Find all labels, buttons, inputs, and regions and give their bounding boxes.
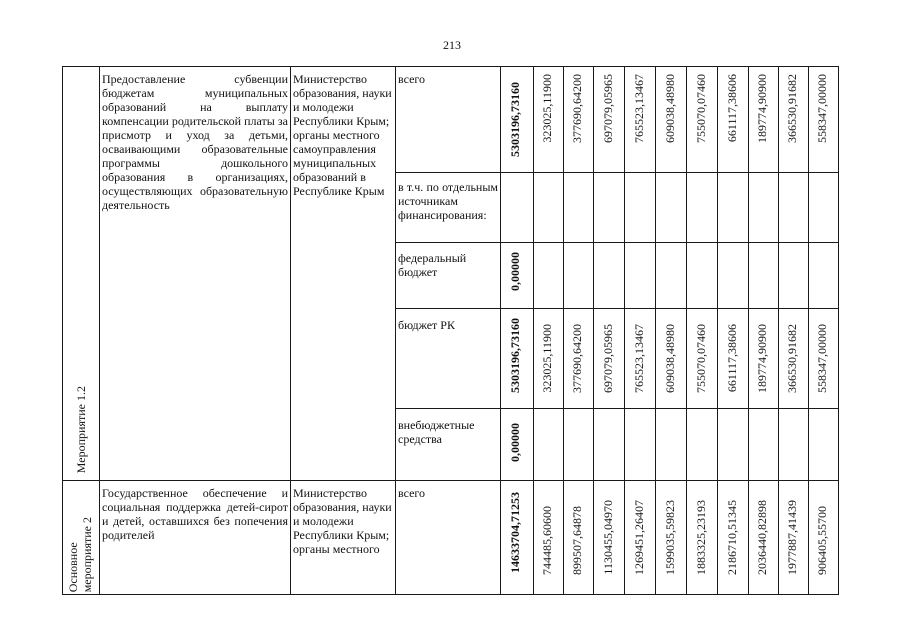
funding-year-value: 323025,11900 xyxy=(540,74,554,143)
funding-source-label: всего xyxy=(398,486,426,500)
column-divider xyxy=(778,66,779,594)
funding-year-value: 2036440,82898 xyxy=(755,500,769,575)
funding-year-value: 366530,91682 xyxy=(785,324,799,393)
section-divider xyxy=(62,480,839,481)
row-divider xyxy=(395,172,839,173)
activity-description: Государственное обеспечение и социальная поддержка детей-сирот и детей, оставшихся без попечения родителей xyxy=(102,486,288,542)
column-divider xyxy=(395,66,396,594)
funding-year-value: 377690,64200 xyxy=(570,324,584,393)
column-divider xyxy=(717,66,718,594)
funding-total: 0,00000 xyxy=(508,252,522,291)
funding-total: 0,00000 xyxy=(508,423,522,462)
activity-label-line: мероприятие 2 xyxy=(80,516,94,592)
row-divider xyxy=(395,242,839,243)
column-divider xyxy=(500,66,501,594)
funding-year-value: 609038,48980 xyxy=(663,324,677,393)
funding-year-value: 755070,07460 xyxy=(694,324,708,393)
funding-year-value: 558347,00000 xyxy=(815,324,829,393)
column-divider xyxy=(624,66,625,594)
activity-description: Предоставление субвенции бюджетам муниципальных образований на выплату компенсации родительской платы за присмотр и уход за детьми, осваивающими образовательные программы дошкольного образования в организациях, осуществляющих образовательную деятельность xyxy=(102,72,288,212)
row-divider xyxy=(395,408,839,409)
table-border-right xyxy=(838,66,839,594)
row-divider xyxy=(395,308,839,309)
activity-label xyxy=(66,517,94,592)
funding-year-value: 558347,00000 xyxy=(815,74,829,143)
activity-executor: Министерство образования, науки и молодежи Республики Крым; органы местного xyxy=(293,486,392,556)
activity-label: Мероприятие 1.2 xyxy=(74,385,88,473)
column-divider xyxy=(748,66,749,594)
funding-source-label: бюджет РК xyxy=(398,318,455,332)
funding-year-value: 2186710,51345 xyxy=(725,500,739,575)
funding-year-value: 1883325,23193 xyxy=(694,500,708,575)
column-divider xyxy=(533,66,534,594)
funding-source-label: внебюджетные средства xyxy=(398,418,475,446)
column-divider xyxy=(99,66,100,594)
column-divider xyxy=(686,66,687,594)
funding-year-value: 906405,55700 xyxy=(815,506,829,575)
funding-year-value: 1599035,59823 xyxy=(663,500,677,575)
page-number: 213 xyxy=(443,38,461,52)
column-divider xyxy=(593,66,594,594)
funding-source-label: в т.ч. по отдельным источникам финансирования: xyxy=(398,180,498,222)
column-divider xyxy=(563,66,564,594)
funding-total: 5303196,73160 xyxy=(508,82,522,157)
program-activities-table xyxy=(62,66,839,594)
activity-executor: Министерство образования, науки и молодежи Республики Крым; органы местного самоуправления муниципальных образований в Республике Крым xyxy=(293,72,392,198)
funding-year-value: 1130455,04970 xyxy=(601,500,615,575)
funding-year-value: 744485,60600 xyxy=(540,506,554,575)
funding-total: 5303196,73160 xyxy=(508,318,522,393)
funding-year-value: 661117,38606 xyxy=(725,324,739,393)
funding-year-value: 366530,91682 xyxy=(785,74,799,143)
column-divider xyxy=(290,66,291,594)
funding-year-value: 323025,11900 xyxy=(540,324,554,393)
funding-year-value: 899507,64878 xyxy=(570,506,584,575)
table-border-top xyxy=(62,66,839,67)
funding-year-value: 609038,48980 xyxy=(663,74,677,143)
funding-year-value: 765523,13467 xyxy=(632,74,646,143)
funding-year-value: 765523,13467 xyxy=(632,324,646,393)
funding-year-value: 189774,90900 xyxy=(755,324,769,393)
funding-year-value: 755070,07460 xyxy=(694,74,708,143)
funding-year-value: 189774,90900 xyxy=(755,74,769,143)
column-divider xyxy=(655,66,656,594)
funding-source-label: всего xyxy=(398,72,426,86)
table-border-left xyxy=(62,66,63,594)
funding-year-value: 697079,05965 xyxy=(601,324,615,393)
funding-source-label: федеральный бюджет xyxy=(398,251,467,279)
funding-year-value: 1977887,41439 xyxy=(785,500,799,575)
activity-label-line: Основное xyxy=(66,542,80,592)
funding-year-value: 697079,05965 xyxy=(601,74,615,143)
funding-year-value: 1269451,26407 xyxy=(632,500,646,575)
funding-total: 14633704,71253 xyxy=(508,492,522,573)
funding-year-value: 661117,38606 xyxy=(725,74,739,143)
column-divider xyxy=(808,66,809,594)
table-border-bottom xyxy=(62,594,839,595)
funding-year-value: 377690,64200 xyxy=(570,74,584,143)
